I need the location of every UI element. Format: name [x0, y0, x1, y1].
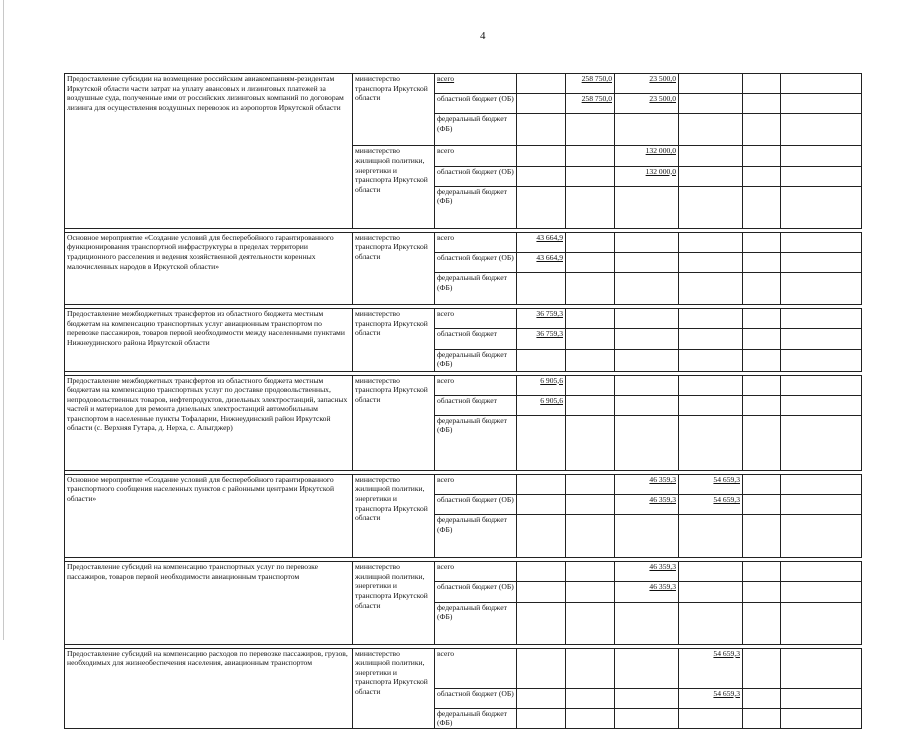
value-cell	[679, 273, 743, 305]
value-cell	[781, 309, 862, 329]
value-cell	[566, 648, 615, 688]
funding-source-cell: всего	[435, 146, 517, 166]
value-cell	[517, 562, 566, 582]
value-cell	[517, 474, 566, 494]
value-cell	[566, 708, 615, 728]
executor-cell: министерство транспорта Иркутской области	[353, 232, 435, 304]
table-row	[65, 648, 862, 688]
value-cell	[781, 495, 862, 515]
funding-source-cell: федеральный бюджет (ФБ)	[435, 349, 517, 371]
executor-cell: министерство жилищной политики, энергетики и транспорта Иркутской области	[353, 146, 435, 228]
value-cell	[781, 562, 862, 582]
value-cell	[566, 515, 615, 558]
value-cell	[743, 708, 781, 728]
value-cell	[743, 648, 781, 688]
value-cell	[566, 495, 615, 515]
funding-source-cell: всего	[435, 648, 517, 688]
value-cell	[615, 395, 679, 415]
value-cell	[615, 114, 679, 146]
value-cell	[743, 515, 781, 558]
value-cell	[679, 186, 743, 228]
value-cell	[781, 114, 862, 146]
value-cell	[781, 415, 862, 470]
funding-source-cell: областной бюджет	[435, 395, 517, 415]
value-cell	[781, 395, 862, 415]
value-cell	[743, 329, 781, 349]
value-cell	[566, 252, 615, 272]
value-cell	[615, 415, 679, 470]
funding-source-cell: федеральный бюджет (ФБ)	[435, 602, 517, 644]
value-cell	[743, 186, 781, 228]
value-cell: 46 359,3	[615, 582, 679, 602]
value-cell	[566, 114, 615, 146]
budget-table	[64, 73, 862, 729]
value-cell: 132 000,0	[615, 146, 679, 166]
value-cell	[743, 375, 781, 395]
value-cell	[679, 329, 743, 349]
value-cell: 46 359,3	[615, 562, 679, 582]
value-cell	[517, 74, 566, 94]
table-row	[65, 309, 862, 329]
value-cell	[743, 395, 781, 415]
value-cell	[679, 309, 743, 329]
value-cell: 36 759,3	[517, 329, 566, 349]
funding-source-cell: областной бюджет (ОБ)	[435, 94, 517, 114]
value-cell	[566, 582, 615, 602]
funding-source-cell: федеральный бюджет (ФБ)	[435, 273, 517, 305]
value-cell	[743, 688, 781, 708]
value-cell	[517, 146, 566, 166]
value-cell	[566, 329, 615, 349]
value-cell	[566, 474, 615, 494]
value-cell	[679, 582, 743, 602]
table-row	[65, 232, 862, 252]
value-cell	[517, 582, 566, 602]
value-cell	[781, 186, 862, 228]
value-cell	[517, 515, 566, 558]
value-cell: 54 659,3	[679, 474, 743, 494]
funding-source-cell: областной бюджет (ОБ)	[435, 582, 517, 602]
value-cell	[615, 708, 679, 728]
value-cell	[679, 602, 743, 644]
activity-cell: Предоставление субсидии на возмещение российским авиакомпаниям-резидентам Иркутской области части затрат на уплату авансовых и лизинговых платежей за воздушные суда, полученные ими от российских лизинговых компаний по договорам лизинга для осуществления воздушных перевозок из аэропортов Иркутской области	[65, 74, 353, 229]
activity-cell: Основное мероприятие «Создание условий для бесперебойного гарантированного транспортного сообщения населенных пунктов с районными центрами Иркутской области»	[65, 474, 353, 557]
value-cell	[615, 329, 679, 349]
table-row	[65, 474, 862, 494]
value-cell	[566, 349, 615, 371]
value-cell	[615, 309, 679, 329]
value-cell	[615, 273, 679, 305]
value-cell	[781, 166, 862, 186]
executor-cell: министерство транспорта Иркутской области	[353, 309, 435, 371]
value-cell	[781, 708, 862, 728]
value-cell	[517, 648, 566, 688]
activity-cell: Основное мероприятие «Создание условий для бесперебойного гарантированного функционирования транспортной инфраструктуры в пределах территории традиционного расселения и ведения хозяйственной деятельности коренных малочисленных народов в Иркутской области»	[65, 232, 353, 304]
value-cell	[615, 232, 679, 252]
value-cell	[679, 114, 743, 146]
funding-source-cell: всего	[435, 74, 517, 94]
value-cell	[566, 186, 615, 228]
value-cell	[517, 166, 566, 186]
executor-cell: министерство жилищной политики, энергетики и транспорта Иркутской области	[353, 648, 435, 728]
value-cell	[679, 94, 743, 114]
value-cell	[566, 166, 615, 186]
table-row	[65, 74, 862, 94]
value-cell: 46 359,3	[615, 474, 679, 494]
value-cell	[781, 329, 862, 349]
value-cell	[566, 415, 615, 470]
funding-source-cell: всего	[435, 232, 517, 252]
value-cell	[566, 375, 615, 395]
value-cell	[679, 146, 743, 166]
page-number: 4	[480, 30, 486, 42]
activity-cell: Предоставление межбюджетных трансфертов из областного бюджета местным бюджетам на компенсацию транспортных услуг по доставке продовольственных, непродовольственных товаров, нефтепродуктов, дизельных электростанций, запасных частей и материалов для ремонта дизельных электростанций автомобильным транспортом в населенные пункты Тофаларии, Нижнеудинский район Иркутской области (с. Верхняя Гутара, д. Нерха, с. Алыгджер)	[65, 375, 353, 470]
value-cell: 258 750,0	[566, 74, 615, 94]
funding-source-cell: всего	[435, 375, 517, 395]
value-cell	[781, 252, 862, 272]
value-cell	[679, 252, 743, 272]
value-cell	[517, 94, 566, 114]
funding-source-cell: федеральный бюджет (ФБ)	[435, 415, 517, 470]
funding-source-cell: федеральный бюджет (ФБ)	[435, 515, 517, 558]
value-cell	[743, 232, 781, 252]
value-cell	[781, 515, 862, 558]
value-cell	[743, 94, 781, 114]
executor-cell: министерство жилищной политики, энергетики и транспорта Иркутской области	[353, 562, 435, 644]
value-cell	[743, 252, 781, 272]
value-cell	[517, 273, 566, 305]
funding-source-cell: областной бюджет (ОБ)	[435, 252, 517, 272]
value-cell	[517, 114, 566, 146]
activity-cell: Предоставление субсидий на компенсацию расходов по перевозке пассажиров, грузов, необходимых для жизнеобеспечения населения, авиационным транспортом	[65, 648, 353, 728]
value-cell	[615, 186, 679, 228]
value-cell	[615, 602, 679, 644]
value-cell	[517, 415, 566, 470]
value-cell	[743, 495, 781, 515]
value-cell	[743, 474, 781, 494]
value-cell	[781, 94, 862, 114]
value-cell	[743, 114, 781, 146]
value-cell	[679, 708, 743, 728]
value-cell	[615, 252, 679, 272]
value-cell	[781, 602, 862, 644]
funding-source-cell: всего	[435, 474, 517, 494]
funding-source-cell: областной бюджет (ОБ)	[435, 495, 517, 515]
value-cell: 36 759,3	[517, 309, 566, 329]
executor-cell: министерство транспорта Иркутской области	[353, 74, 435, 146]
value-cell	[679, 562, 743, 582]
value-cell	[743, 415, 781, 470]
activity-cell: Предоставление межбюджетных трансфертов из областного бюджета местным бюджетам на компенсацию транспортных услуг авиационным транспортом по перевозке пассажиров, товаров первой необходимости между населенными пунктами Нижнеудинского района Иркутской области	[65, 309, 353, 371]
value-cell	[517, 349, 566, 371]
value-cell	[743, 562, 781, 582]
value-cell	[743, 349, 781, 371]
value-cell	[781, 474, 862, 494]
value-cell	[517, 708, 566, 728]
value-cell	[679, 166, 743, 186]
value-cell	[679, 395, 743, 415]
value-cell	[743, 602, 781, 644]
value-cell	[679, 515, 743, 558]
executor-cell: министерство жилищной политики, энергетики и транспорта Иркутской области	[353, 474, 435, 557]
funding-source-cell: федеральный бюджет (ФБ)	[435, 186, 517, 228]
value-cell	[517, 495, 566, 515]
value-cell	[781, 375, 862, 395]
value-cell	[781, 349, 862, 371]
value-cell	[781, 273, 862, 305]
activity-cell: Предоставление субсидий на компенсацию транспортных услуг по перевозке пассажиров, товаров первой необходимости авиационным транспортом	[65, 562, 353, 644]
value-cell	[679, 232, 743, 252]
value-cell	[743, 309, 781, 329]
value-cell	[781, 648, 862, 688]
value-cell	[781, 688, 862, 708]
value-cell	[566, 273, 615, 305]
value-cell	[781, 146, 862, 166]
value-cell: 54 659,3	[679, 648, 743, 688]
value-cell: 258 750,0	[566, 94, 615, 114]
value-cell	[743, 146, 781, 166]
value-cell	[743, 74, 781, 94]
value-cell	[615, 375, 679, 395]
value-cell	[566, 688, 615, 708]
value-cell	[743, 273, 781, 305]
table-row	[65, 562, 862, 582]
funding-source-cell: областной бюджет (ОБ)	[435, 166, 517, 186]
value-cell	[615, 515, 679, 558]
value-cell	[679, 349, 743, 371]
value-cell: 132 000,0	[615, 166, 679, 186]
value-cell	[615, 349, 679, 371]
value-cell	[679, 415, 743, 470]
value-cell	[566, 232, 615, 252]
value-cell: 46 359,3	[615, 495, 679, 515]
value-cell: 43 664,9	[517, 252, 566, 272]
value-cell: 6 905,6	[517, 375, 566, 395]
value-cell	[517, 186, 566, 228]
value-cell: 6 905,6	[517, 395, 566, 415]
funding-source-cell: всего	[435, 309, 517, 329]
executor-cell: министерство транспорта Иркутской области	[353, 375, 435, 470]
funding-source-cell: областной бюджет	[435, 329, 517, 349]
value-cell	[517, 688, 566, 708]
value-cell	[679, 74, 743, 94]
table-row	[65, 375, 862, 395]
value-cell: 54 659,3	[679, 688, 743, 708]
value-cell: 54 659,3	[679, 495, 743, 515]
value-cell	[566, 562, 615, 582]
funding-source-cell: федеральный бюджет (ФБ)	[435, 708, 517, 728]
value-cell	[743, 166, 781, 186]
value-cell	[566, 146, 615, 166]
value-cell	[615, 688, 679, 708]
value-cell: 43 664,9	[517, 232, 566, 252]
value-cell	[781, 232, 862, 252]
value-cell	[743, 582, 781, 602]
value-cell	[615, 648, 679, 688]
funding-source-cell: областной бюджет (ОБ)	[435, 688, 517, 708]
value-cell	[781, 582, 862, 602]
funding-source-cell: федеральный бюджет (ФБ)	[435, 114, 517, 146]
value-cell	[517, 602, 566, 644]
value-cell	[781, 74, 862, 94]
value-cell	[679, 375, 743, 395]
scan-edge-line	[3, 0, 4, 640]
value-cell	[566, 309, 615, 329]
value-cell	[566, 602, 615, 644]
value-cell: 23 500,0	[615, 94, 679, 114]
value-cell: 23 500,0	[615, 74, 679, 94]
funding-source-cell: всего	[435, 562, 517, 582]
value-cell	[566, 395, 615, 415]
